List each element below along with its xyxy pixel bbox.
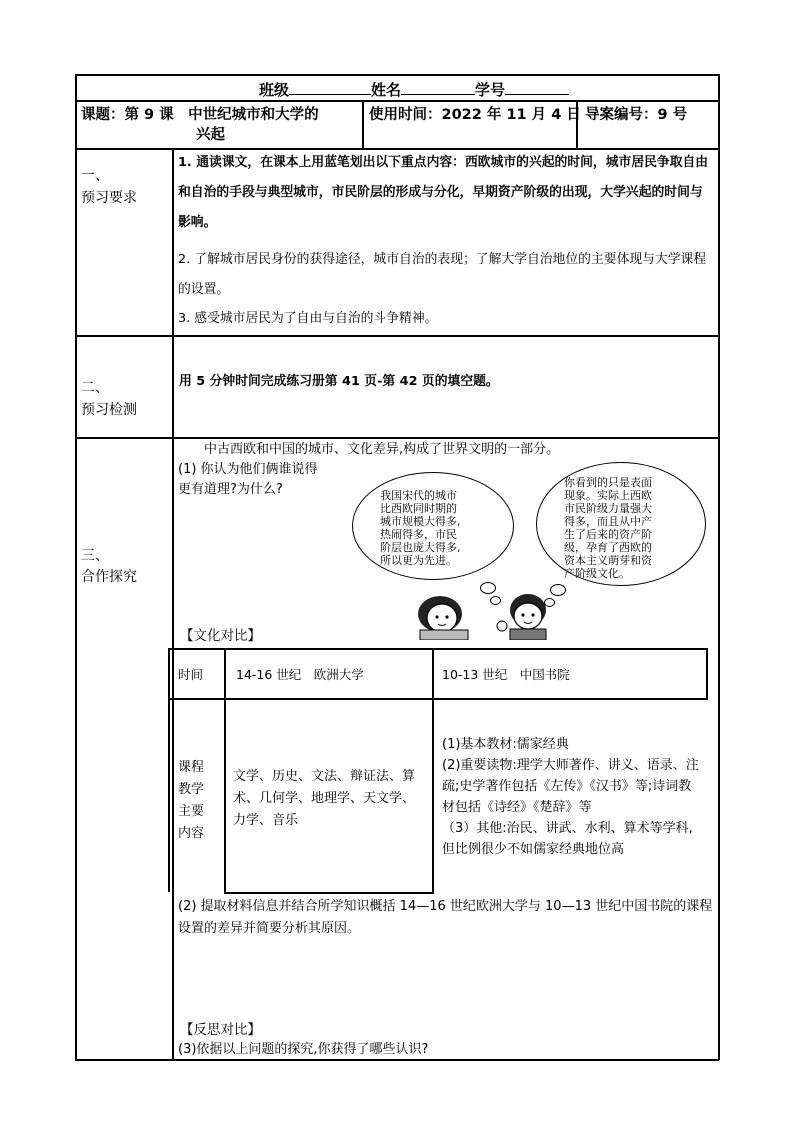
border-right	[718, 74, 720, 1060]
section1-item-2: 2. 了解城市居民身份的获得途径，城市自治的表现；了解大学自治地位的主要体现与大学课程的设置。	[178, 252, 707, 297]
question-2: (2) 提取材料信息并结合所学知识概括 14—16 世纪欧洲大学与 10—13 世纪中国书院的课程设置的差异并简要分析其原因。	[178, 899, 713, 936]
inner-table-col-b	[432, 648, 434, 894]
use-time: 使用时间：2022 年 11 月 4 日	[369, 107, 581, 123]
info-divider-a	[362, 100, 364, 149]
section3-intro: 中古西欧和中国的城市、文化差异,构成了世界文明的一部分。	[204, 442, 560, 457]
children-cartoon-icon	[400, 590, 560, 640]
cartoon-illustration	[340, 462, 718, 640]
table-row-label: 课程 教学 主要 内容	[178, 760, 205, 841]
topic-line-1: 课题：第 9 课 中世纪城市和大学的	[81, 107, 319, 123]
culture-compare-heading: 【文化对比】	[180, 628, 261, 644]
border-left	[75, 74, 77, 1060]
reflect-heading: 【反思对比】	[180, 1022, 261, 1038]
section1-item-3: 3. 感受城市居民为了自由与自治的斗争精神。	[178, 311, 438, 326]
topic-line-2: 兴起	[196, 127, 225, 143]
table-europe-content: 文学、历史、文法、辩证法、算术、几何学、地理学、天文学、力学、音乐	[233, 769, 416, 828]
guide-number: 导案编号：9 号	[585, 107, 688, 123]
inner-table-right	[706, 648, 708, 700]
section2-number: 二、	[81, 380, 109, 396]
section3-title: 合作探究	[81, 569, 137, 585]
table-header-time: 时间	[178, 667, 204, 682]
section2-title: 预习检测	[81, 402, 137, 418]
section1-number: 一、	[81, 168, 109, 184]
question-1-line-2: 更有道理?为什么?	[178, 482, 283, 497]
class-blank[interactable]	[289, 80, 371, 95]
name-label: 姓名	[371, 81, 402, 99]
question-1-line-1: (1) 你认为他们俩谁说得	[178, 462, 318, 477]
speech-right-text: 你看到的只是表面 现象。实际上西欧 市民阶级力量强大 得多，而且从中产 生了后来的资产阶 级，孕育了西欧的 资本主义萌芽和资 产阶级文化。	[564, 476, 652, 580]
table-header-china: 10-13 世纪 中国书院	[442, 667, 570, 682]
header-row	[259, 80, 569, 99]
id-blank[interactable]	[505, 80, 569, 95]
section1-item-1: 1. 通读课文，在课本上用蓝笔划出以下重点内容：西欧城市的兴起的时间，城市居民争取自由和自治的手段与典型城市，市民阶层的形成与分化，早期资产阶级的出现，大学兴起的时间与影响。	[178, 155, 709, 230]
inner-table-header-bottom	[168, 698, 708, 700]
inner-table-left	[168, 648, 170, 892]
section1-title: 预习要求	[81, 190, 137, 206]
inner-table-col-a	[224, 648, 226, 894]
speech-left-text: 我国宋代的城市 比西欧同时期的 城市规模大得多, 热闹得多，市民 阶层也庞大得多, 所以更为先进。	[380, 489, 461, 567]
inner-table-top	[168, 648, 708, 650]
section2-text: 用 5 分钟时间完成练习册第 41 页-第 42 页的填空题。	[179, 374, 499, 389]
label-column-divider	[172, 148, 174, 1060]
table-china-content: (1)基本教材:儒家经典 (2)重要读物:理学大师著作、讲义、语录、注疏;史学著作包括《左传》《汉书》等;诗词教材包括《诗经》《楚辞》等 （3）其他:治民、讲武、水利、算术等学科,但比例很少不如儒家经典地位高	[442, 737, 699, 857]
border-top	[75, 74, 719, 76]
id-label: 学号	[475, 81, 506, 99]
inner-table-eu-bottom	[224, 892, 434, 894]
question-3: (3)依据以上问题的探究,你获得了哪些认识?	[178, 1042, 429, 1057]
class-label: 班级	[259, 81, 290, 99]
row-divider-1	[75, 100, 719, 102]
table-header-europe: 14-16 世纪 欧洲大学	[236, 667, 364, 682]
section3-number: 三、	[81, 548, 109, 564]
name-blank[interactable]	[401, 80, 475, 95]
